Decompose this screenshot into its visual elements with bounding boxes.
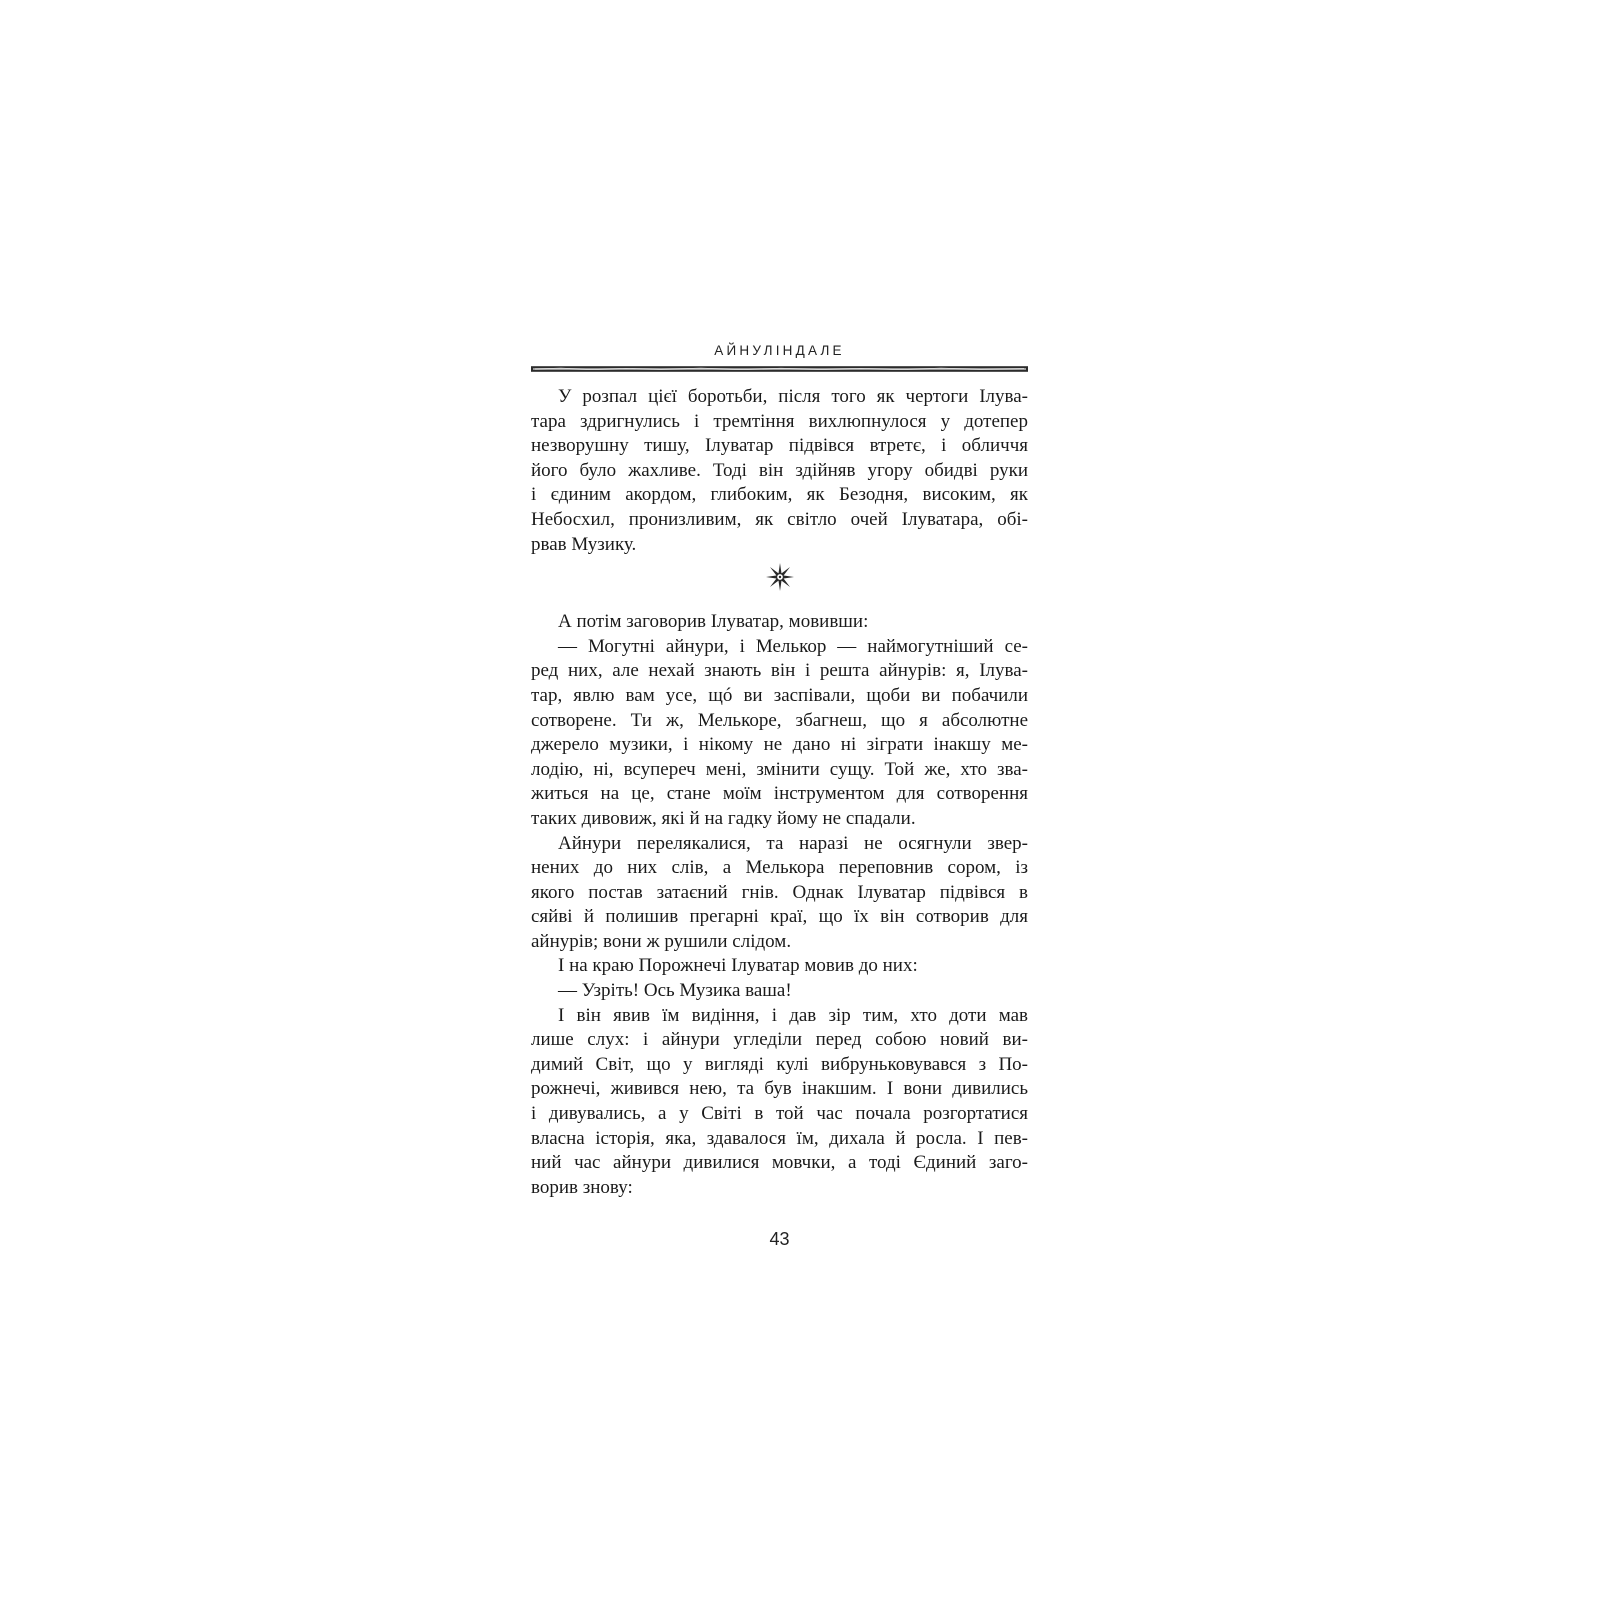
text-line: У розпал цієї боротьби, після того як чертоги Ілува- <box>558 386 1028 407</box>
page-number: 43 <box>769 1229 790 1249</box>
text-line: рвав Музику. <box>531 533 637 555</box>
text-line: лише слух: і айнури угледіли перед собою новий ви- <box>531 1029 1028 1051</box>
text-line: ред них, але нехай знають він і решта айнурів: я, Ілува- <box>531 660 1028 682</box>
text-line: лодію, ні, всупереч мені, змінити сущу. Той же, хто зва- <box>531 758 1028 780</box>
paragraph <box>531 1004 1028 1201</box>
text-line: Небосхил, пронизливим, як світло очей Ілуватара, обі- <box>531 508 1028 530</box>
text-line: нених до них слів, а Мелькора переповнив сором, із <box>531 857 1028 879</box>
text-line: димий Світ, що у вигляді кулі вибруньковувався з По- <box>531 1053 1028 1075</box>
star-ornament-icon <box>765 562 795 592</box>
decorative-rule <box>531 365 1028 373</box>
text-line: тар, явлю вам усе, щó ви заспівали, щоби ви побачили <box>531 684 1028 706</box>
text-line: сотворене. Ти ж, Мелькоре, збагнеш, що я абсолютне <box>531 709 1028 731</box>
text-line: сяйві й полишив прегарні краї, що їх він сотворив для <box>531 906 1028 928</box>
paragraph <box>531 385 1028 557</box>
text-line: ворив знову: <box>531 1176 633 1198</box>
text-line: його було жахливе. Тоді він здійняв угору обидві руки <box>531 459 1028 481</box>
body-text <box>531 385 1028 1200</box>
text-line: якого постав затаєний гнів. Однак Ілуватар підвівся в <box>531 881 1028 903</box>
text-line: рожнечі, живився нею, та був інакшим. І вони дивились <box>531 1078 1028 1100</box>
text-line: незворушну тишу, Ілуватар підвівся втретє, і обличчя <box>531 435 1028 457</box>
paragraph <box>531 610 1028 635</box>
text-line: айнурів; вони ж рушили слідом. <box>531 930 792 952</box>
running-head: АЙНУЛІНДАЛЕ <box>714 343 845 358</box>
paragraph <box>531 954 1028 979</box>
text-line: і дивувались, а у Світі в той час почала розгортатися <box>531 1103 1028 1125</box>
text-line: Айнури перелякалися, та наразі не осягнули звер- <box>558 832 1028 854</box>
text-line: таких дивовиж, які й на гадку йому не спадали. <box>531 807 916 829</box>
text-line: і єдиним акордом, глибоким, як Безодня, високим, як <box>531 484 1028 506</box>
text-line: — Узріть! Ось Музика ваша! <box>558 980 792 1002</box>
paragraph <box>531 979 1028 1004</box>
paragraph <box>531 832 1028 955</box>
section-ornament <box>531 560 1028 610</box>
text-line: житься на це, стане моїм інструментом для сотворення <box>531 783 1028 805</box>
text-line: власна історія, яка, здавалося їм, дихала й росла. І пев- <box>531 1127 1028 1149</box>
text-line: І він явив їм видіння, і дав зір тим, хто доти мав <box>558 1004 1028 1026</box>
book-page <box>531 340 1028 1200</box>
text-line: тара здригнулись і тремтіння вихлюпнулося у дотепер <box>531 410 1028 432</box>
paragraph <box>531 635 1028 832</box>
text-line: ний час айнури дивилися мовчки, а тоді Єдиний заго- <box>531 1152 1028 1174</box>
text-line: джерело музики, і нікому не дано ні зіграти інакшу ме- <box>531 734 1028 756</box>
text-line: А потім заговорив Ілуватар, мовивши: <box>558 611 869 633</box>
text-line: — Могутні айнури, і Мелькор — наймогутніший се- <box>558 635 1028 657</box>
text-line: І на краю Порожнечі Ілуватар мовив до них: <box>558 955 918 977</box>
